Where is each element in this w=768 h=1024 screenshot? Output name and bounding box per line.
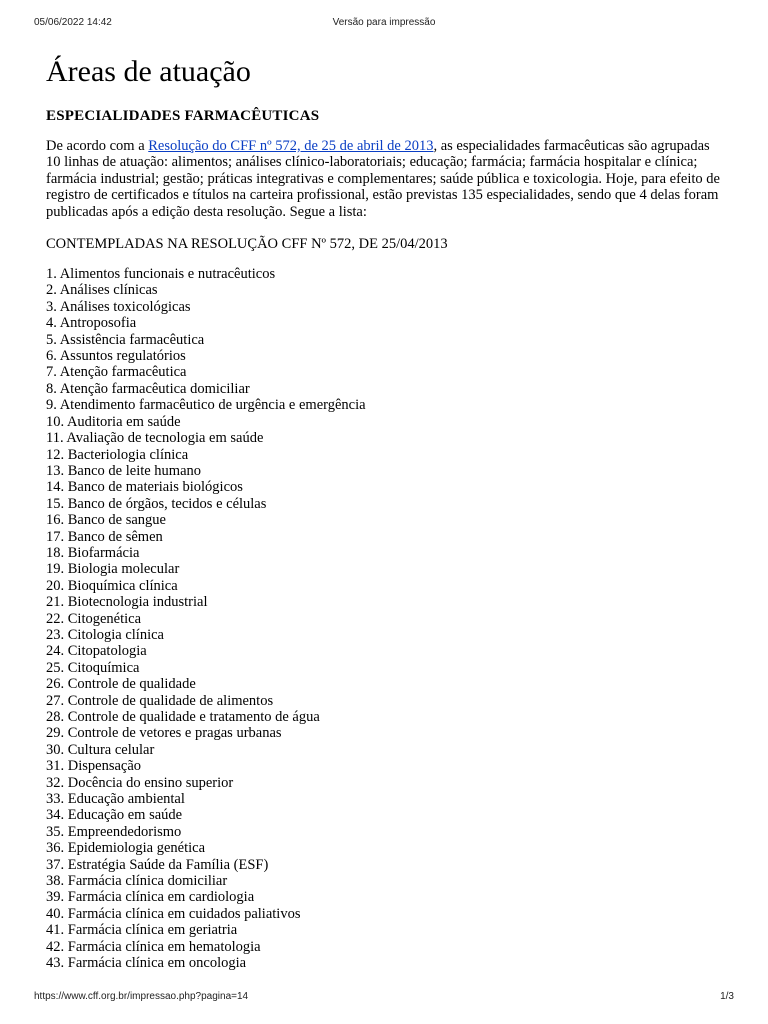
list-item: 27. Controle de qualidade de alimentos — [46, 692, 274, 709]
list-item: 34. Educação em saúde — [46, 807, 183, 824]
list-item: 38. Farmácia clínica domiciliar — [46, 873, 228, 890]
print-footer — [34, 990, 734, 1004]
list-item: 21. Biotecnologia industrial — [46, 594, 208, 611]
list-item: 31. Dispensação — [46, 758, 142, 775]
list-item: 10. Auditoria em saúde — [46, 413, 181, 430]
list-item: 41. Farmácia clínica em geriatria — [46, 922, 238, 939]
list-title: CONTEMPLADAS NA RESOLUÇÃO CFF Nº 572, DE 25/04/2013 — [46, 236, 448, 253]
print-header — [34, 16, 734, 30]
list-item: 6. Assuntos regulatórios — [46, 348, 186, 365]
print-date: 05/06/2022 14:42 — [34, 17, 112, 28]
list-item: 23. Citologia clínica — [46, 626, 164, 643]
list-item: 20. Bioquímica clínica — [46, 577, 178, 594]
list-item: 36. Epidemiologia genética — [46, 840, 206, 857]
list-item: 37. Estratégia Saúde da Família (ESF) — [46, 856, 269, 873]
list-item: 29. Controle de vetores e pragas urbanas — [46, 725, 282, 742]
list-item: 7. Atenção farmacêutica — [46, 364, 187, 381]
page-title: Áreas de atuação — [46, 55, 251, 88]
list-item: 11. Avaliação de tecnologia em saúde — [46, 430, 264, 447]
list-item: 26. Controle de qualidade — [46, 676, 196, 693]
list-item: 16. Banco de sangue — [46, 512, 166, 529]
list-item: 32. Docência do ensino superior — [46, 774, 234, 791]
list-item: 28. Controle de qualidade e tratamento de água — [46, 709, 320, 725]
list-item: 35. Empreendedorismo — [46, 823, 182, 840]
list-item: 24. Citopatologia — [46, 643, 147, 660]
list-item: 14. Banco de materiais biológicos — [46, 479, 243, 496]
list-item: 39. Farmácia clínica em cardiologia — [46, 889, 255, 906]
list-item: 2. Análises clínicas — [46, 282, 158, 299]
print-url: https://www.cff.org.br/impressao.php?pagina=14 — [34, 991, 249, 1002]
resolution-link[interactable]: Resolução do CFF nº 572, de 25 de abril de 2013 — [148, 138, 434, 154]
list-item: 5. Assistência farmacêutica — [46, 331, 205, 348]
intro-text-after: , as especialidades farmacêuticas são agrupadas 10 linhas de atuação: alimentos; análises clínico-laboratoriais; educação; farmácia; farmácia hospitalar e clínica; farmácia industrial; gestão; práticas integrativas e complementares; saúde pública e toxicologia. Hoje, para efeito de registro de certificados e títulos na carteira profissional, estão previstas 135 especialidades, sendo que 4 delas foram publicadas após a edição desta resolução. Segue a lista: — [46, 138, 720, 220]
list-item: 17. Banco de sêmen — [46, 528, 163, 545]
list-item: 4. Antroposofia — [46, 315, 137, 332]
list-item: 25. Citoquímica — [46, 659, 140, 676]
print-header-title: Versão para impressão — [332, 17, 436, 28]
list-item: 33. Educação ambiental — [46, 791, 185, 808]
list-item: 18. Biofarmácia — [46, 544, 140, 561]
list-item: 30. Cultura celular — [46, 741, 155, 758]
list-item: 13. Banco de leite humano — [46, 462, 202, 479]
page-number: 1/3 — [720, 991, 734, 1002]
intro-text-before: De acordo com a — [46, 138, 149, 154]
section-title: ESPECIALIDADES FARMACÊUTICAS — [46, 108, 320, 124]
intro-paragraph — [46, 138, 726, 220]
document-content — [46, 52, 726, 972]
list-item: 43. Farmácia clínica em oncologia — [46, 955, 247, 972]
list-item: 19. Biologia molecular — [46, 561, 180, 578]
list-item: 9. Atendimento farmacêutico de urgência e emergência — [46, 397, 366, 414]
list-item: 8. Atenção farmacêutica domiciliar — [46, 380, 250, 397]
list-item: 42. Farmácia clínica em hematologia — [46, 938, 261, 955]
list-item: 12. Bacteriologia clínica — [46, 446, 189, 463]
list-item: 15. Banco de órgãos, tecidos e células — [46, 495, 267, 512]
list-item: 40. Farmácia clínica em cuidados paliativos — [46, 905, 301, 922]
list-item: 22. Citogenética — [46, 610, 142, 627]
specialty-list — [46, 266, 726, 971]
list-item: 3. Análises toxicológicas — [46, 298, 191, 315]
list-item: 1. Alimentos funcionais e nutracêuticos — [46, 266, 276, 283]
